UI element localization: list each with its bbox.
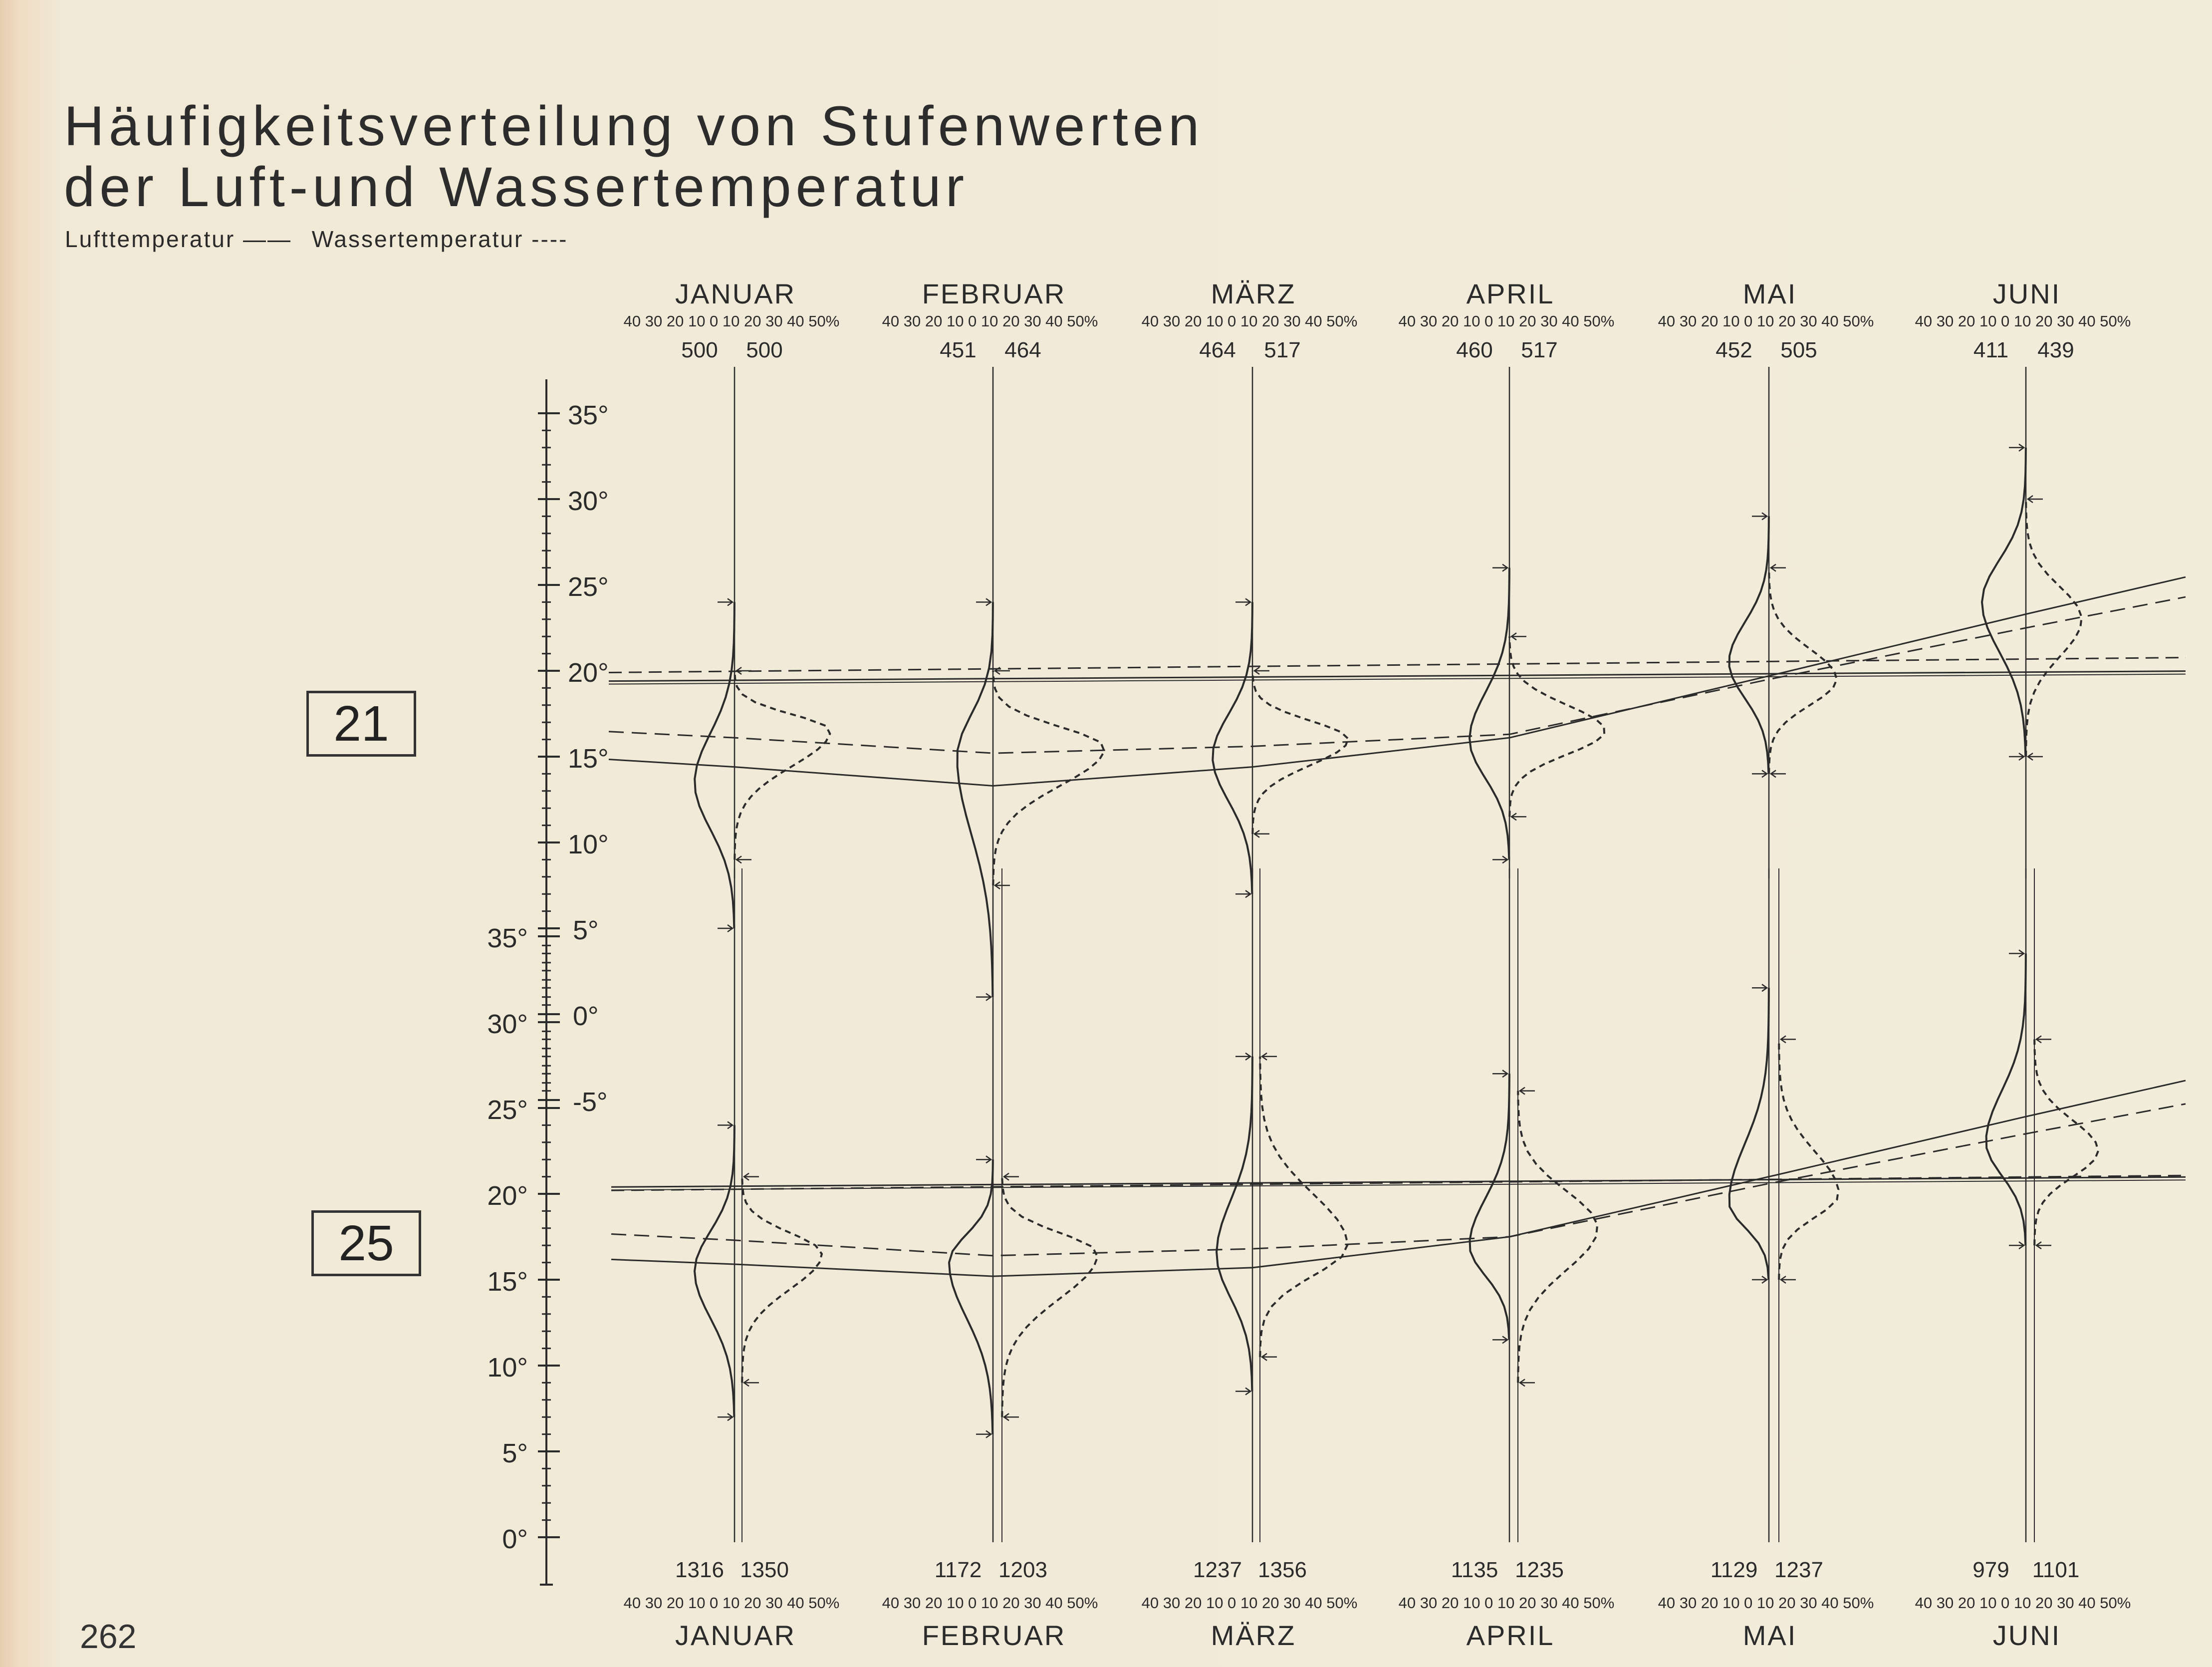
air-max-marker xyxy=(1235,1053,1250,1060)
month-label-2: FEBRUAR xyxy=(922,278,1066,309)
chart-title-line-1: Häufigkeitsverteilung von Stufenwerten xyxy=(64,95,1204,157)
water-frequency-profile-3 xyxy=(1252,671,1348,834)
monthly-mean-air-curve xyxy=(609,577,2186,786)
water-max-marker xyxy=(2036,1036,2051,1043)
air-frequency-profile-2 xyxy=(958,602,993,997)
water-frequency-profile-2 xyxy=(1002,1177,1097,1417)
water-frequency-profile-5 xyxy=(1779,1039,1838,1280)
axis-label-station-25: 25° xyxy=(487,1095,528,1125)
air-frequency-profile-6 xyxy=(1982,448,2026,757)
air-max-marker xyxy=(976,1156,991,1163)
percent-scale-label: 40 30 20 10 0 10 20 30 40 50% xyxy=(623,1594,840,1612)
count-water: 1101 xyxy=(2032,1558,2080,1582)
axis-label-station-25: 30° xyxy=(487,1009,528,1039)
axis-label-station-21: 30° xyxy=(568,486,609,516)
monthly-mean-water-curve xyxy=(611,1104,2186,1256)
monthly-mean-water-curve xyxy=(609,597,2186,753)
air-max-marker xyxy=(718,598,733,605)
count-air: 452 xyxy=(1716,338,1752,362)
air-max-marker xyxy=(718,1121,733,1128)
air-frequency-profile-5 xyxy=(1729,988,1769,1280)
month-label-4: APRIL xyxy=(1466,1620,1555,1651)
count-water: 517 xyxy=(1521,338,1558,362)
air-min-marker xyxy=(976,1431,991,1438)
air-min-marker xyxy=(1752,1276,1767,1283)
air-frequency-profile-2 xyxy=(949,1159,993,1434)
air-frequency-profile-4 xyxy=(1470,1074,1509,1340)
axis-label-station-25: 20° xyxy=(487,1181,528,1211)
air-min-marker xyxy=(1492,1336,1507,1343)
count-air: 460 xyxy=(1456,338,1493,362)
water-max-marker xyxy=(2028,496,2043,503)
water-frequency-profile-1 xyxy=(742,1177,822,1383)
percent-scale-label: 40 30 20 10 0 10 20 30 40 50% xyxy=(1658,312,1874,330)
air-max-marker xyxy=(1752,984,1767,991)
axis-label-station-21: 10° xyxy=(568,830,609,859)
month-label-6: JUNI xyxy=(1992,1620,2061,1651)
air-min-marker xyxy=(976,994,991,1001)
water-max-marker xyxy=(1781,1036,1796,1043)
station-box-25: 25 xyxy=(311,1210,421,1276)
count-air: 1237 xyxy=(1193,1558,1242,1582)
legend-air: Lufttemperatur —— xyxy=(65,226,292,252)
water-max-marker xyxy=(1511,633,1526,640)
count-water: 500 xyxy=(746,338,783,362)
percent-scale-label: 40 30 20 10 0 10 20 30 40 50% xyxy=(623,312,840,330)
count-water: 1237 xyxy=(1774,1558,1823,1582)
legend-water: Wassertemperatur ---- xyxy=(311,226,568,252)
count-water: 505 xyxy=(1780,338,1817,362)
air-min-marker xyxy=(1235,890,1250,897)
page-number: 262 xyxy=(80,1618,137,1656)
water-min-marker xyxy=(1520,1379,1535,1386)
percent-scale-label: 40 30 20 10 0 10 20 30 40 50% xyxy=(1915,1594,2131,1612)
air-min-marker xyxy=(2009,1242,2024,1249)
air-max-marker xyxy=(1492,1070,1507,1077)
axis-label-station-21: 20° xyxy=(568,658,609,688)
air-max-marker xyxy=(1492,564,1507,571)
annual-mean-water-line xyxy=(609,657,2186,672)
count-water: 1203 xyxy=(998,1558,1047,1582)
air-min-marker xyxy=(1492,856,1507,863)
water-min-marker xyxy=(2036,1242,2051,1249)
axis-label-station-25: 5° xyxy=(502,1438,528,1468)
air-frequency-profile-6 xyxy=(1986,953,2026,1245)
water-max-marker xyxy=(737,667,751,674)
air-min-marker xyxy=(718,1413,733,1420)
water-min-marker xyxy=(1262,1354,1277,1361)
air-min-marker xyxy=(718,925,733,932)
month-label-3: MÄRZ xyxy=(1211,278,1296,309)
axis-label-station-25: 10° xyxy=(487,1353,528,1383)
percent-scale-label: 40 30 20 10 0 10 20 30 40 50% xyxy=(1141,1594,1358,1612)
count-air: 1129 xyxy=(1710,1558,1758,1582)
axis-label-station-25: 0° xyxy=(502,1524,528,1554)
percent-scale-label: 40 30 20 10 0 10 20 30 40 50% xyxy=(1398,1594,1615,1612)
axis-label-station-21: -5° xyxy=(573,1087,608,1117)
water-min-marker xyxy=(744,1379,759,1386)
month-label-6: JUNI xyxy=(1992,278,2061,309)
count-air: 464 xyxy=(1199,338,1236,362)
air-min-marker xyxy=(1235,1388,1250,1395)
axis-label-station-25: 15° xyxy=(487,1267,528,1297)
air-frequency-profile-3 xyxy=(1217,1057,1252,1391)
water-frequency-profile-6 xyxy=(2034,1039,2098,1245)
count-air: 500 xyxy=(681,338,718,362)
water-min-marker xyxy=(1004,1413,1019,1420)
month-label-1: JANUAR xyxy=(675,278,796,309)
count-water: 464 xyxy=(1004,338,1041,362)
air-min-marker xyxy=(1752,770,1767,777)
water-frequency-profile-1 xyxy=(735,671,830,859)
chart-title-line-2: der Luft-und Wassertemperatur xyxy=(64,156,969,218)
percent-scale-label: 40 30 20 10 0 10 20 30 40 50% xyxy=(1141,312,1358,330)
water-max-marker xyxy=(1004,1173,1019,1180)
water-frequency-profile-6 xyxy=(2026,499,2082,757)
month-label-3: MÄRZ xyxy=(1211,1620,1296,1651)
axis-label-station-21: 0° xyxy=(573,1001,599,1031)
axis-label-station-21: 35° xyxy=(568,400,609,430)
water-frequency-profile-3 xyxy=(1260,1057,1348,1357)
count-water: 439 xyxy=(2037,338,2074,362)
count-air: 451 xyxy=(940,338,977,362)
water-min-marker xyxy=(1511,813,1526,820)
station-box-21: 21 xyxy=(306,691,416,757)
air-max-marker xyxy=(1752,513,1767,520)
water-max-marker xyxy=(1262,1053,1277,1060)
count-water: 1235 xyxy=(1515,1558,1564,1582)
count-water: 517 xyxy=(1264,338,1301,362)
water-min-marker xyxy=(1254,831,1269,837)
month-label-5: MAI xyxy=(1742,278,1797,309)
air-max-marker xyxy=(1235,598,1250,605)
water-max-marker xyxy=(1254,667,1269,674)
axis-label-station-21: 15° xyxy=(568,744,609,774)
water-min-marker xyxy=(1771,770,1786,777)
month-label-2: FEBRUAR xyxy=(922,1620,1066,1651)
count-air: 1316 xyxy=(675,1558,724,1582)
water-min-marker xyxy=(1781,1276,1796,1283)
count-water: 1350 xyxy=(740,1558,789,1582)
water-frequency-profile-2 xyxy=(993,671,1104,885)
water-frequency-profile-4 xyxy=(1518,1091,1597,1383)
air-max-marker xyxy=(2009,444,2024,451)
air-min-marker xyxy=(2009,753,2024,760)
air-max-marker xyxy=(976,598,991,605)
water-max-marker xyxy=(1771,564,1786,571)
air-frequency-profile-4 xyxy=(1470,568,1509,860)
percent-scale-label: 40 30 20 10 0 10 20 30 40 50% xyxy=(1658,1594,1874,1612)
count-water: 1356 xyxy=(1258,1558,1307,1582)
count-air: 979 xyxy=(1972,1558,2009,1582)
percent-scale-label: 40 30 20 10 0 10 20 30 40 50% xyxy=(882,312,1098,330)
percent-scale-label: 40 30 20 10 0 10 20 30 40 50% xyxy=(1398,312,1615,330)
air-frequency-profile-3 xyxy=(1213,602,1252,894)
water-min-marker xyxy=(2028,753,2043,760)
axis-label-station-21: 25° xyxy=(568,572,609,602)
water-max-marker xyxy=(1520,1088,1535,1095)
count-air: 1172 xyxy=(934,1558,982,1582)
air-max-marker xyxy=(2009,950,2024,957)
count-air: 1135 xyxy=(1451,1558,1498,1582)
month-label-4: APRIL xyxy=(1466,278,1555,309)
count-air: 411 xyxy=(1973,338,2009,362)
water-max-marker xyxy=(744,1173,759,1180)
percent-scale-label: 40 30 20 10 0 10 20 30 40 50% xyxy=(1915,312,2131,330)
water-min-marker xyxy=(737,856,751,863)
axis-label-station-21: 5° xyxy=(573,915,599,945)
percent-scale-label: 40 30 20 10 0 10 20 30 40 50% xyxy=(882,1594,1098,1612)
axis-label-station-25: 35° xyxy=(487,923,528,953)
month-label-5: MAI xyxy=(1742,1620,1797,1651)
air-frequency-profile-5 xyxy=(1729,516,1769,774)
water-frequency-profile-5 xyxy=(1769,568,1837,774)
month-label-1: JANUAR xyxy=(675,1620,796,1651)
air-frequency-profile-1 xyxy=(695,1125,735,1417)
